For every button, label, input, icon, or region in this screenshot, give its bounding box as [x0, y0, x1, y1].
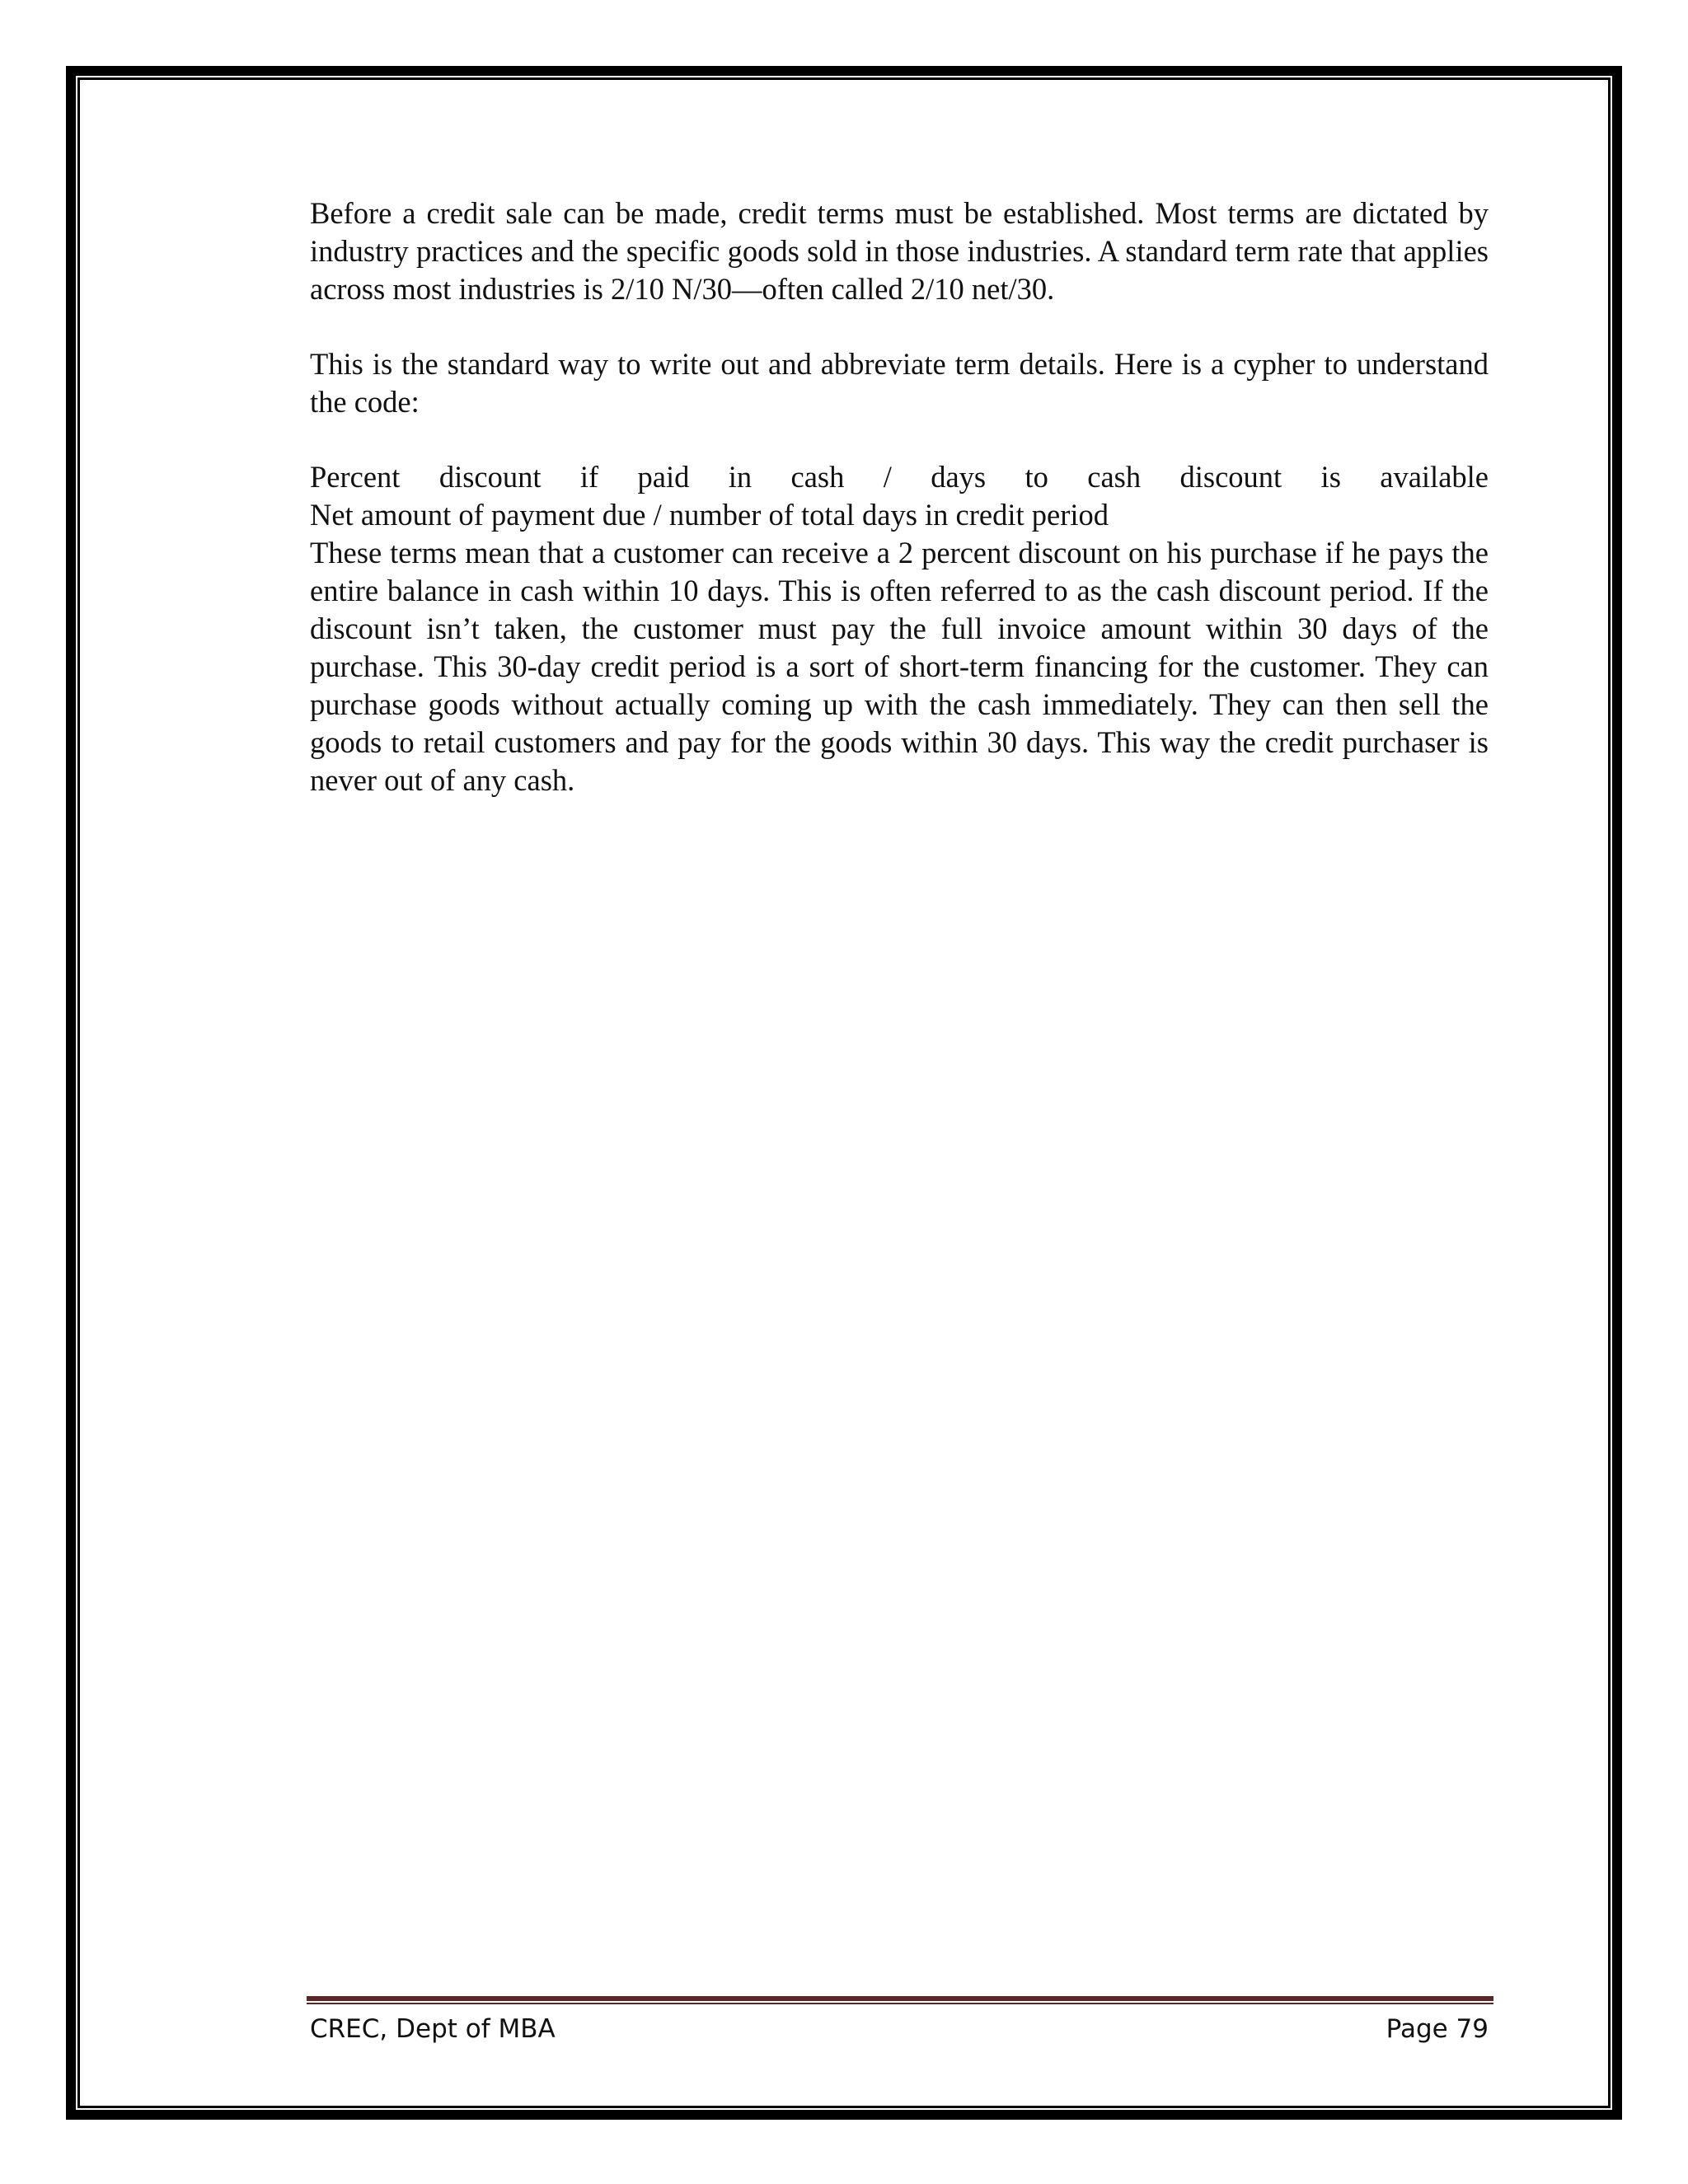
- cypher-line-discount: Percent discount if paid in cash / days to cash discount is available: [310, 460, 1489, 494]
- footer-department: CREC, Dept of MBA: [310, 2014, 556, 2044]
- footer-divider: [307, 1996, 1493, 2004]
- footer-page-number: Page 79: [1386, 2014, 1489, 2044]
- page-footer: [310, 2013, 1489, 2046]
- paragraph-spacer: [310, 421, 1489, 458]
- cypher-line-net: Net amount of payment due / number of total days in credit period: [310, 498, 1109, 532]
- footer-divider-thin: [307, 2003, 1493, 2004]
- paragraph-cypher-intro: This is the standard way to write out and abbreviate term details. Here is a cypher to understand the code:: [310, 347, 1489, 419]
- paragraph-credit-terms: Before a credit sale can be made, credit terms must be established. Most terms are dictated by industry practices and the specific goods sold in those industries. A standard term rate that applies across most industries is 2/10 N/30—often called 2/10 net/30.: [310, 196, 1489, 306]
- footer-divider-thick: [307, 1996, 1493, 2001]
- document-body: [310, 194, 1489, 799]
- paragraph-spacer: [310, 308, 1489, 345]
- paragraph-terms-explanation: These terms mean that a customer can receive a 2 percent discount on his purchase if he pays the entire balance in cash within 10 days. This is often referred to as the cash discount period. If the discount isn’t taken, the customer must pay the full invoice amount within 30 days of the purchase. This 30-day credit period is a sort of short-term financing for the customer. They can purchase goods without actually coming up with the cash immediately. They can then sell the goods to retail customers and pay for the goods within 30 days. This way the credit purchaser is never out of any cash.: [310, 536, 1489, 797]
